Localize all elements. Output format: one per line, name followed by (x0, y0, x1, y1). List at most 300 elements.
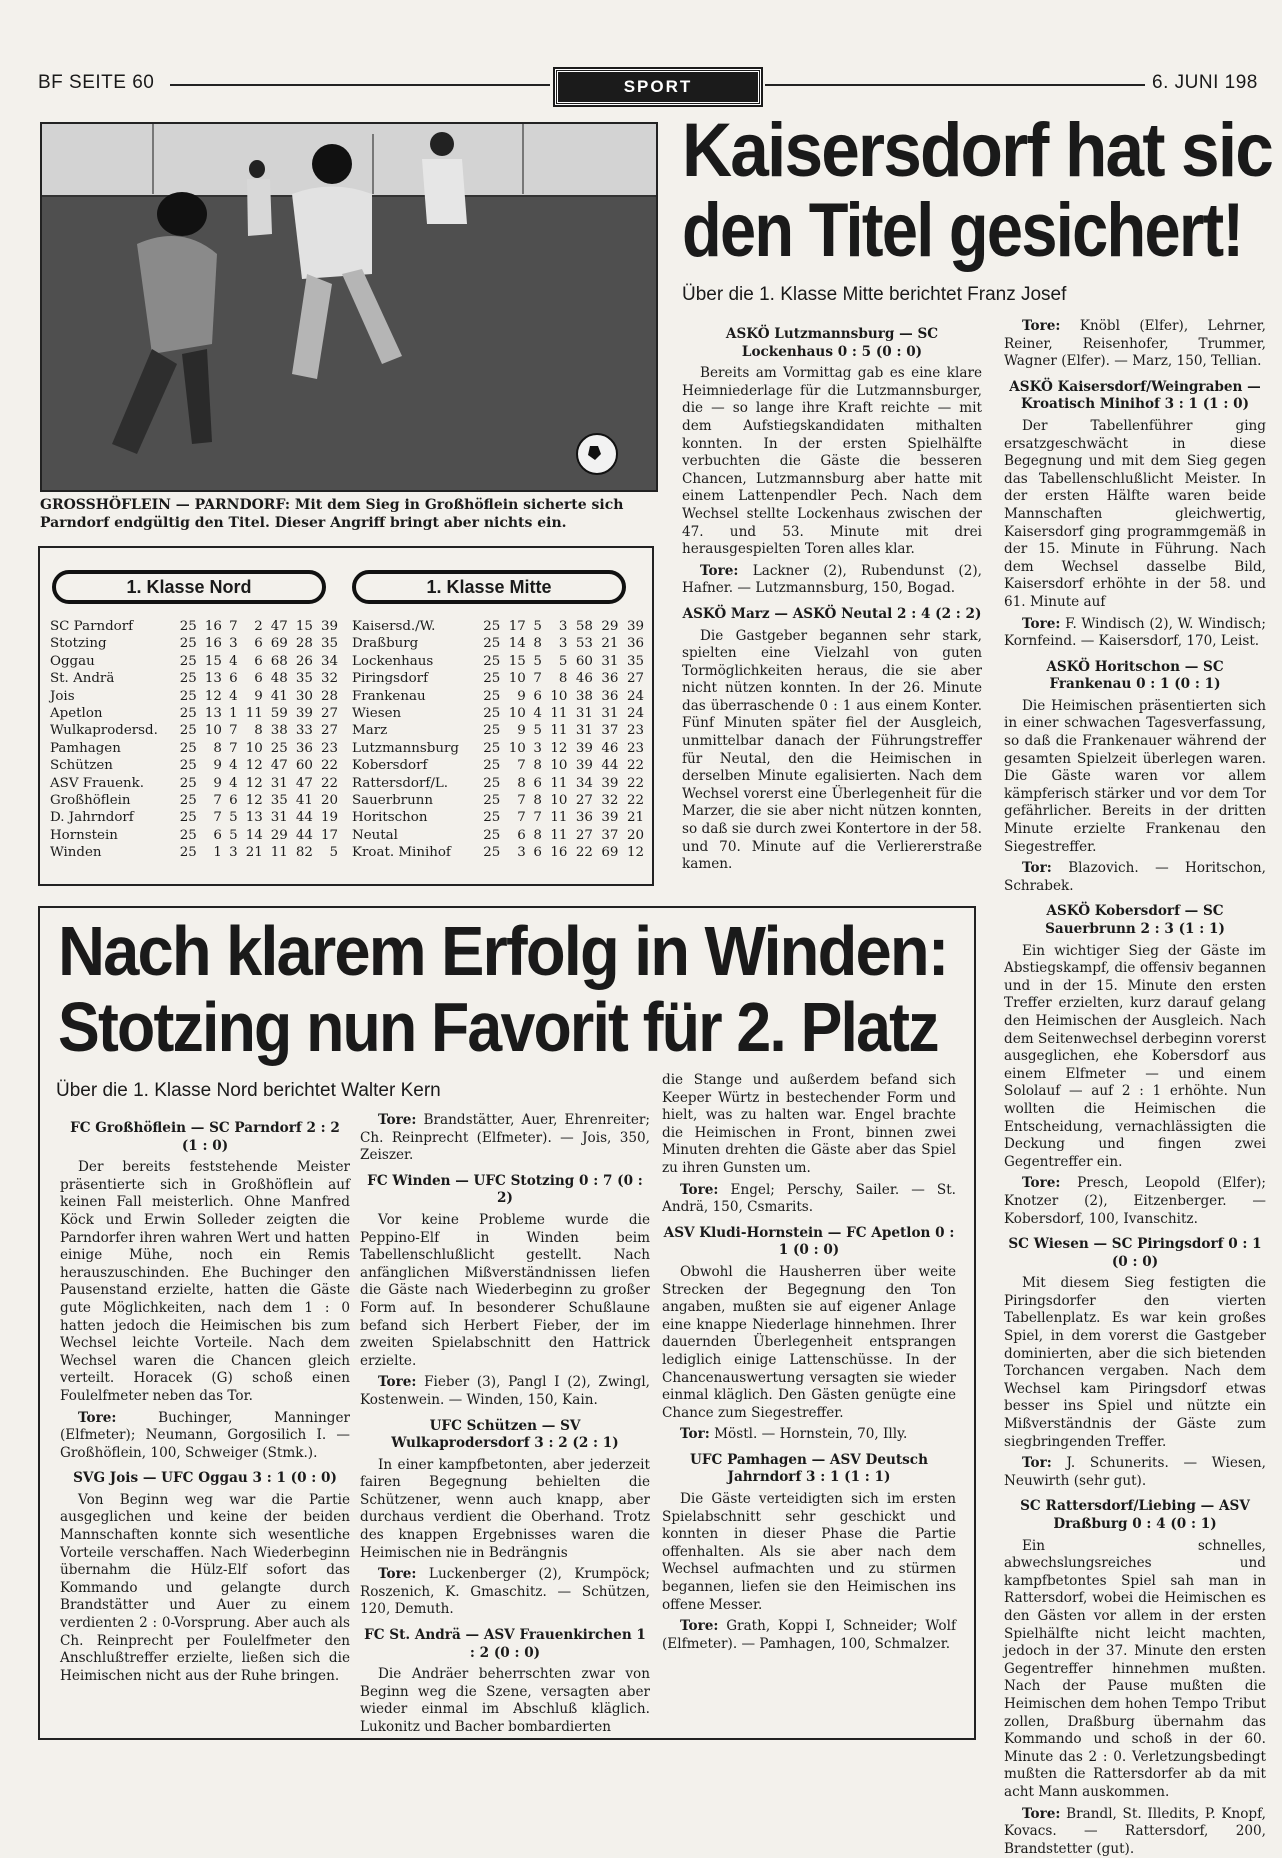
scorers-label: Tore: (1022, 616, 1060, 632)
table-row (50, 757, 338, 774)
table-cell: 9 (500, 722, 526, 739)
table-cell: 29 (593, 618, 619, 635)
paragraph: Vor keine Probleme wurde die Peppino-Elf in Winden beim Tabellenschlußlicht gestellt. Nach anfänglichen Mißverständnissen liefen die Gäste nach Wiederbeginn zu großer Form auf. In besonderer Schußlaune befand sich Herbert Fieber, der im zweiten Spielabschnitt den Hattrick erzielte. (360, 1212, 650, 1370)
table-cell: 24 (618, 688, 644, 705)
team-name: Großhöflein (50, 792, 172, 809)
issue-date: 6. JUNI 198 (1152, 72, 1282, 94)
scorers-label: Tor: (680, 1426, 710, 1442)
table-cell: 11 (542, 722, 568, 739)
scorers-text: Lackner (2), Rubendunst (2), Hafner. — Lutzmannsburg, 150, Bogad. (682, 563, 982, 597)
table-nord (50, 618, 338, 862)
byline-top: Über die 1. Klasse Mitte berichtet Franz Josef (682, 284, 1066, 306)
table-cell: 27 (618, 670, 644, 687)
headline-bottom-line1: Nach klarem Erfolg in Winden: (58, 916, 948, 987)
table-cell: 25 (475, 740, 501, 757)
table-cell: 15 (288, 618, 313, 635)
table-cell: 25 (172, 827, 197, 844)
table-row (352, 844, 644, 861)
table-cell: 25 (475, 757, 501, 774)
table-cell: 25 (475, 618, 501, 635)
table-cell: 4 (222, 775, 238, 792)
byline-bottom: Über die 1. Klasse Nord berichtet Walter Kern (56, 1080, 441, 1102)
table-cell: 6 (500, 827, 526, 844)
table-cell: 47 (263, 618, 288, 635)
team-name: Neutal (352, 827, 475, 844)
table-row (50, 635, 338, 652)
table-cell: 25 (172, 635, 197, 652)
scorers-text: Brandstätter, Auer, Ehrenreiter; Ch. Reinprecht (Elfmeter). — Jois, 350, Zeiszer. (360, 1112, 650, 1163)
team-name: Draßburg (352, 635, 475, 652)
table-row (352, 827, 644, 844)
match-heading: UFC Schützen — SV Wulkaprodersdorf 3 : 2 (2 : 1) (360, 1418, 650, 1453)
table-cell: 35 (618, 653, 644, 670)
table-cell: 46 (567, 670, 593, 687)
match-heading: ASKÖ Kobersdorf — SC Sauerbrunn 2 : 3 (1 : 1) (1004, 903, 1266, 938)
table-cell: 36 (618, 635, 644, 652)
match-heading: ASKÖ Horitschon — SC Frankenau 0 : 1 (0 : 1) (1004, 659, 1266, 694)
scorers-label: Tore: (378, 1112, 416, 1128)
table-cell: 47 (288, 775, 313, 792)
table-row (50, 775, 338, 792)
paragraph: Obwohl die Hausherren über weite Strecken der Begegnung den Ton angaben, mußten sie auf eigener Anlage eine knappe Niederlage hinnehmen. Ihrer dauernden Überlegenheit entsprangen lediglich einige Lattenschüsse. In der Chancenauswertung versagten sie wieder einmal kläglich. Den Gästen genügte eine Chance zum Siegestreffer. (662, 1264, 956, 1422)
article-bottom-column-1 (60, 1112, 350, 1689)
table-cell: 7 (197, 809, 222, 826)
scorers-line (662, 1182, 956, 1217)
table-cell: 38 (567, 688, 593, 705)
table-cell: 27 (567, 792, 593, 809)
table-cell: 29 (263, 827, 288, 844)
team-name: Kobersdorf (352, 757, 475, 774)
table-cell: 31 (567, 705, 593, 722)
team-name: Piringsdorf (352, 670, 475, 687)
table-cell: 8 (526, 792, 542, 809)
team-name: Lockenhaus (352, 653, 475, 670)
table-cell: 15 (197, 653, 222, 670)
table-row (50, 688, 338, 705)
scorers-label: Tore: (1022, 1175, 1060, 1191)
table-cell: 10 (542, 688, 568, 705)
table-cell: 5 (542, 653, 568, 670)
table-cell: 25 (172, 653, 197, 670)
table-cell: 10 (197, 722, 222, 739)
table-cell: 9 (197, 775, 222, 792)
table-cell: 7 (526, 809, 542, 826)
table-cell: 6 (222, 670, 238, 687)
table-cell: 23 (313, 740, 338, 757)
scorers-label: Tore: (378, 1566, 416, 1582)
table-cell: 39 (288, 705, 313, 722)
section-label: SPORT (555, 69, 761, 105)
match-heading: FC Großhöflein — SC Parndorf 2 : 2 (1 : 0) (60, 1120, 350, 1155)
table-cell: 11 (542, 827, 568, 844)
table-cell: 32 (593, 792, 619, 809)
paragraph: Bereits am Vormittag gab es eine klare Heimniederlage für die Lutzmannsburger, die — so lange ihre Kraft reichte — mit dem Aufstiegskandidaten mithalten konnten. In der ersten Spielhälfte verbuchten die Gäste die besseren Chancen, Lutzmannsburg aber hatte mit einem Lattenpendler Pech. Nach dem Wechsel stellte Lockenhaus zwischen der 47. und 53. Minute mit drei herausgespielten Toren alles klar. (682, 365, 982, 559)
scorers-line (1004, 1175, 1266, 1228)
photo-illustration (42, 124, 656, 490)
table-cell: 11 (542, 775, 568, 792)
scorers-text: F. Windisch (2), W. Windisch; Kornfeind. — Kaisersdorf, 170, Leist. (1004, 616, 1266, 650)
table-row (352, 757, 644, 774)
table-cell: 27 (567, 827, 593, 844)
scorers-line (662, 1426, 956, 1444)
team-name: Sauerbrunn (352, 792, 475, 809)
table-row (352, 775, 644, 792)
table-cell: 25 (172, 792, 197, 809)
table-cell: 27 (313, 722, 338, 739)
table-cell: 25 (172, 705, 197, 722)
table-cell: 10 (500, 670, 526, 687)
table-cell: 6 (526, 688, 542, 705)
table-cell: 8 (526, 635, 542, 652)
match-heading: SVG Jois — UFC Oggau 3 : 1 (0 : 0) (60, 1470, 350, 1488)
table-cell: 36 (593, 688, 619, 705)
team-name: Winden (50, 844, 172, 861)
table-cell: 25 (475, 722, 501, 739)
table-cell: 8 (197, 740, 222, 757)
table-cell: 6 (526, 775, 542, 792)
table-cell: 7 (222, 618, 238, 635)
table-cell: 41 (288, 792, 313, 809)
table-cell: 48 (263, 670, 288, 687)
table-cell: 25 (263, 740, 288, 757)
table-cell: 12 (197, 688, 222, 705)
table-cell: 9 (238, 688, 263, 705)
header-rule-left (170, 84, 550, 86)
match-heading: SC Wiesen — SC Piringsdorf 0 : 1 (0 : 0) (1004, 1236, 1266, 1271)
page-number: BF SEITE 60 (38, 72, 154, 94)
table-cell: 23 (618, 740, 644, 757)
table-row (50, 809, 338, 826)
table-row (352, 722, 644, 739)
table-cell: 59 (263, 705, 288, 722)
table-cell: 82 (288, 844, 313, 861)
table-cell: 8 (526, 757, 542, 774)
table-cell: 12 (238, 792, 263, 809)
table-cell: 24 (618, 705, 644, 722)
table-cell: 30 (288, 688, 313, 705)
header-rule-right (765, 84, 1145, 86)
table-cell: 7 (526, 670, 542, 687)
table-row (50, 618, 338, 635)
table-cell: 31 (263, 775, 288, 792)
table-cell: 1 (222, 705, 238, 722)
scorers-label: Tor: (1022, 1455, 1052, 1471)
table-mitte (352, 618, 644, 862)
table-cell: 7 (500, 809, 526, 826)
table-cell: 11 (238, 705, 263, 722)
scorers-label: Tore: (700, 563, 738, 579)
table-cell: 44 (288, 809, 313, 826)
table-cell: 12 (238, 775, 263, 792)
article-bottom-box (38, 906, 976, 1740)
paragraph: Die Andräer beherrschten zwar von Beginn weg die Szene, versagten aber wieder einmal im Abschluß kläglich. Lukonitz und Bacher bombardierten (360, 1666, 650, 1736)
table-cell: 34 (313, 653, 338, 670)
table-cell: 8 (542, 670, 568, 687)
headline-top-line2: den Titel gesichert! (682, 192, 1242, 270)
table-cell: 22 (567, 844, 593, 861)
paragraph: Der bereits feststehende Meister präsentierte sich in Großhöflein auf keinen Fall meisterlich. Ohne Manfred Köck und Erwin Solleder zeigten die Parndorfer ihren wahren Wert und hatten einige Mühe, noch ein Remis herauszuschinden. Ehe Buchinger den Pausenstand erzielte, hatten die Gäste gute Möglichkeiten, nach dem 1 : 0 hatten jedoch die Heimischen bis zum Wechsel leichte Vorteile. Nach dem Wechsel waren die Chancen gleich verteilt. Horacek (G) schoß einen Foulelfmeter neben das Tor. (60, 1159, 350, 1405)
table-cell: 38 (263, 722, 288, 739)
table-cell: 3 (500, 844, 526, 861)
table-cell: 58 (567, 618, 593, 635)
scorers-line (1004, 860, 1266, 895)
table-cell: 25 (475, 844, 501, 861)
table-row (352, 809, 644, 826)
team-name: Kroat. Minihof (352, 844, 475, 861)
table-cell: 21 (618, 809, 644, 826)
table-cell: 17 (313, 827, 338, 844)
table-cell: 3 (222, 844, 238, 861)
table-cell: 2 (238, 618, 263, 635)
table-cell: 10 (500, 705, 526, 722)
table-cell: 28 (288, 635, 313, 652)
team-name: Kaisersd./W. (352, 618, 475, 635)
table-cell: 5 (313, 844, 338, 861)
table-cell: 25 (475, 705, 501, 722)
scorers-line (662, 1618, 956, 1653)
table-cell: 39 (567, 757, 593, 774)
table-cell: 35 (263, 792, 288, 809)
table-cell: 25 (475, 792, 501, 809)
team-name: Rattersdorf/L. (352, 775, 475, 792)
table-cell: 25 (172, 722, 197, 739)
table-cell: 12 (618, 844, 644, 861)
scorers-line (360, 1112, 650, 1165)
scorers-text: Möstl. — Hornstein, 70, Illy. (710, 1426, 908, 1442)
table-cell: 6 (238, 635, 263, 652)
table-row (50, 740, 338, 757)
paragraph: Die Heimischen präsentierten sich in einer schwachen Tagesverfassung, so daß die Frankenauer während der gesamten Spielzeit überlegen waren. Die Gäste waren vor allem kämpferisch stärker und vor dem Tor gefährlicher. Bereits in der dritten Minute erzielte Frankenau den Siegestreffer. (1004, 698, 1266, 856)
table-cell: 5 (526, 618, 542, 635)
paragraph: Die Gastgeber begannen sehr stark, spielten eine Vielzahl von guten Tormöglichkeiten heraus, die sie aber nicht nützen konnten. In der 26. Minute das überraschende 0 : 1 aus einem Konter. Fünf Minuten später fiel der Ausgleich, unmittelbar danach der Führungstreffer für Neutal, den die Heimischen in derselben Minute egalisierten. Nach dem Wechsel vorerst eine Überlegenheit für die Marzer, die sie aber nicht nützen konnten, so daß sie durch zwei Kontertore in der 58. und 70. Minute auf die Verliererstraße kamen. (682, 628, 982, 874)
scorers-text: Grath, Koppi I, Schneider; Wolf (Elfmeter). — Pamhagen, 100, Schmalzer. (662, 1618, 956, 1652)
paragraph: Ein schnelles, abwechslungsreiches und kampfbetontes Spiel sah man in Rattersdorf, wobei die Heimischen es den Gästen vor allem in der ersten Spielhälfte nicht leicht machten, jedoch in der 37. Minute den ersten Gegentreffer hinnehmen mußten. Nach der Pause mußten die Heimischen dem hohen Tempo Tribut zollen, Draßburg übernahm das Kommando und schoß in der 60. Minute das 2 : 0. Verletzungsbedingt mußten die Rattersdorfer ab da mit acht Mann auskommen. (1004, 1538, 1266, 1802)
table-row (352, 653, 644, 670)
table-cell: 36 (288, 740, 313, 757)
table-cell: 22 (618, 792, 644, 809)
table-cell: 7 (500, 792, 526, 809)
table-cell: 14 (238, 827, 263, 844)
scorers-line (60, 1410, 350, 1463)
table-cell: 8 (500, 775, 526, 792)
scorers-label: Tore: (1022, 318, 1060, 334)
team-name: Stotzing (50, 635, 172, 652)
table-cell: 25 (475, 775, 501, 792)
table-cell: 10 (500, 740, 526, 757)
table-cell: 60 (288, 757, 313, 774)
table-row (50, 705, 338, 722)
scorers-text: Luckenberger (2), Krumpöck; Roszenich, K. Gmaschitz. — Schützen, 120, Demuth. (360, 1566, 650, 1617)
team-name: D. Jahrndorf (50, 809, 172, 826)
team-name: Wulkaprodersd. (50, 722, 172, 739)
table-row (352, 618, 644, 635)
scorers-text: Engel; Perschy, Sailer. — St. Andrä, 150, Csmarits. (662, 1182, 956, 1216)
match-heading: UFC Pamhagen — ASV Deutsch Jahrndorf 3 : 1 (1 : 1) (662, 1452, 956, 1487)
table-cell: 46 (593, 740, 619, 757)
table-cell: 4 (222, 688, 238, 705)
scorers-label: Tore: (378, 1374, 416, 1390)
table-cell: 7 (197, 792, 222, 809)
team-name: St. Andrä (50, 670, 172, 687)
table-cell: 35 (313, 635, 338, 652)
match-photo (40, 122, 658, 492)
table-cell: 25 (172, 618, 197, 635)
table-row (352, 740, 644, 757)
table-cell: 21 (593, 635, 619, 652)
scorers-line (360, 1566, 650, 1619)
paragraph: Der Tabellenführer ging ersatzgeschwächt in diese Begegnung und mit dem Sieg gegen das Tabellenschlußlicht Meister. In der ersten Hälfte waren beide Mannschaften gleichwertig, Kaisersdorf ging programmgemäß in der 15. Minute in Führung. Nach dem Wechsel dasselbe Bild, Kaisersdorf erhöhte in der 58. und 61. Minute auf (1004, 418, 1266, 612)
paragraph: Die Gäste verteidigten sich im ersten Spielabschnitt sehr geschickt und konnten in dieser Phase die Partie offenhalten. Als sie aber nach dem Wechsel aufmachten und zu stürmen begannen, liefen sie den Heimischen ins offene Messer. (662, 1491, 956, 1614)
match-heading: ASKÖ Kaisersdorf/Weingraben — Kroatisch Minihof 3 : 1 (1 : 0) (1004, 379, 1266, 414)
table-cell: 6 (238, 670, 263, 687)
table-row (50, 670, 338, 687)
table-row (352, 705, 644, 722)
match-heading: ASKÖ Lutzmannsburg — SC Lockenhaus 0 : 5 (0 : 0) (682, 326, 982, 361)
table-cell: 13 (197, 670, 222, 687)
scorers-label: Tore: (78, 1410, 116, 1426)
table-cell: 4 (526, 705, 542, 722)
table-cell: 22 (618, 757, 644, 774)
table-cell: 7 (222, 722, 238, 739)
match-heading: SC Rattersdorf/Liebing — ASV Draßburg 0 : 4 (0 : 1) (1004, 1498, 1266, 1533)
table-cell: 31 (567, 722, 593, 739)
team-name: Pamhagen (50, 740, 172, 757)
table-cell: 8 (238, 722, 263, 739)
table-cell: 47 (263, 757, 288, 774)
table-row (50, 792, 338, 809)
table-cell: 31 (593, 705, 619, 722)
scorers-text: J. Schunerits. — Wiesen, Neuwirth (sehr gut). (1004, 1455, 1266, 1489)
paragraph: Ein wichtiger Sieg der Gäste im Abstiegskampf, die offensiv begannen und in der 15. Minute den ersten Treffer erzielten, kurz darauf gelang den Heimischen der Ausgleich. Nach dem Seitenwechsel derbeginn vorerst ausgeglichen, ehe Kobersdorf aus einem Elfmeter — und einem Sololauf — auf 2 : 1 erhöhte. Nun wollten die Heimischen die Entscheidung, vernachlässigten die Deckung und fingen zwei Gegentreffer ein. (1004, 943, 1266, 1172)
table-cell: 4 (222, 653, 238, 670)
table-cell: 25 (172, 844, 197, 861)
table-cell: 10 (542, 792, 568, 809)
team-name: SC Parndorf (50, 618, 172, 635)
table-cell: 35 (288, 670, 313, 687)
table-cell: 1 (197, 844, 222, 861)
scorers-line (360, 1374, 650, 1409)
table-cell: 22 (618, 775, 644, 792)
table-row (50, 844, 338, 861)
table-cell: 12 (238, 757, 263, 774)
team-name: Frankenau (352, 688, 475, 705)
match-heading: ASKÖ Marz — ASKÖ Neutal 2 : 4 (2 : 2) (682, 606, 982, 624)
table-cell: 31 (593, 653, 619, 670)
table-cell: 3 (542, 618, 568, 635)
table-cell: 5 (222, 809, 238, 826)
scorers-label: Tore: (680, 1182, 718, 1198)
match-heading: FC St. Andrä — ASV Frauenkirchen 1 : 2 (0 : 0) (360, 1627, 650, 1662)
table-cell: 5 (526, 722, 542, 739)
article-top-column-2 (1004, 318, 1266, 1758)
table-cell: 25 (475, 653, 501, 670)
team-name: Horitschon (352, 809, 475, 826)
scorers-text: Buchinger, Manninger (Elfmeter); Neumann, Gorgosilich I. — Großhöflein, 100, Schweiger (Stmk.). (60, 1410, 350, 1461)
table-cell: 26 (288, 653, 313, 670)
team-name: Lutzmannsburg (352, 740, 475, 757)
team-name: Apetlon (50, 705, 172, 722)
table-cell: 32 (313, 670, 338, 687)
table-cell: 20 (618, 827, 644, 844)
table-cell: 16 (542, 844, 568, 861)
table-cell: 7 (500, 757, 526, 774)
scorers-label: Tore: (680, 1618, 718, 1634)
table-cell: 27 (313, 705, 338, 722)
paragraph: Mit diesem Sieg festigten die Piringsdorfer den vierten Tabellenplatz. Es war kein großes Spiel, in dem vorerst die Gastgeber dominierten, aber die sich bietenden Torchancen vergaben. Nach dem Wechsel kam Piringsdorf etwas besser ins Spiel und nützte ein Mißverständnis der Gäste zum siegbringenden Treffer. (1004, 1275, 1266, 1451)
table-cell: 25 (172, 757, 197, 774)
table-cell: 37 (593, 827, 619, 844)
table-row (50, 722, 338, 739)
table-row (50, 653, 338, 670)
table-title-nord: 1. Klasse Nord (52, 570, 326, 604)
table-cell: 31 (263, 809, 288, 826)
scorers-line (1004, 318, 1266, 371)
table-cell: 60 (567, 653, 593, 670)
scorers-text: Fieber (3), Pangl I (2), Zwingl, Kostenwein. — Winden, 150, Kain. (360, 1374, 650, 1408)
table-row (50, 827, 338, 844)
table-cell: 7 (222, 740, 238, 757)
table-cell: 25 (475, 827, 501, 844)
table-cell: 25 (172, 809, 197, 826)
table-cell: 13 (238, 809, 263, 826)
table-cell: 34 (567, 775, 593, 792)
table-cell: 16 (197, 618, 222, 635)
table-cell: 39 (313, 618, 338, 635)
paragraph: die Stange und außerdem befand sich Keeper Würtz in bestechender Form und hielt, was zu halten war. Engel brachte die Heimischen in Front, binnen zwei Minuten drehten die Gäste aber das Spiel zu ihren Gunsten um. (662, 1072, 956, 1178)
table-cell: 23 (618, 722, 644, 739)
team-name: Wiesen (352, 705, 475, 722)
table-cell: 6 (238, 653, 263, 670)
scorers-text: Presch, Leopold (Elfer); Knotzer (2), Eitzenberger. — Kobersdorf, 100, Ivanschitz. (1004, 1175, 1266, 1226)
table-cell: 22 (313, 757, 338, 774)
article-top-column-1 (682, 318, 982, 878)
table-cell: 9 (500, 688, 526, 705)
table-row (352, 670, 644, 687)
table-cell: 6 (222, 792, 238, 809)
table-cell: 36 (567, 809, 593, 826)
match-heading: ASV Kludi-Hornstein — FC Apetlon 0 : 1 (0 : 0) (662, 1225, 956, 1260)
league-tables-box (38, 546, 654, 886)
table-cell: 44 (593, 757, 619, 774)
match-heading: FC Winden — UFC Stotzing 0 : 7 (0 : 2) (360, 1173, 650, 1208)
table-cell: 3 (542, 635, 568, 652)
table-cell: 10 (542, 757, 568, 774)
table-cell: 13 (197, 705, 222, 722)
table-cell: 69 (593, 844, 619, 861)
team-name: Hornstein (50, 827, 172, 844)
table-cell: 10 (238, 740, 263, 757)
table-cell: 25 (475, 688, 501, 705)
table-cell: 17 (500, 618, 526, 635)
table-cell: 28 (313, 688, 338, 705)
table-cell: 25 (172, 670, 197, 687)
scorers-text: Blazovich. — Horitschon, Schrabek. (1004, 860, 1266, 894)
table-cell: 25 (475, 670, 501, 687)
table-cell: 5 (526, 653, 542, 670)
table-cell: 9 (197, 757, 222, 774)
scorers-line (682, 563, 982, 598)
table-cell: 68 (263, 653, 288, 670)
table-cell: 14 (500, 635, 526, 652)
article-bottom-column-2 (360, 1112, 650, 1741)
table-cell: 4 (222, 757, 238, 774)
table-row (352, 792, 644, 809)
table-cell: 39 (593, 775, 619, 792)
table-cell: 6 (197, 827, 222, 844)
table-cell: 39 (593, 809, 619, 826)
table-cell: 15 (500, 653, 526, 670)
table-cell: 3 (526, 740, 542, 757)
